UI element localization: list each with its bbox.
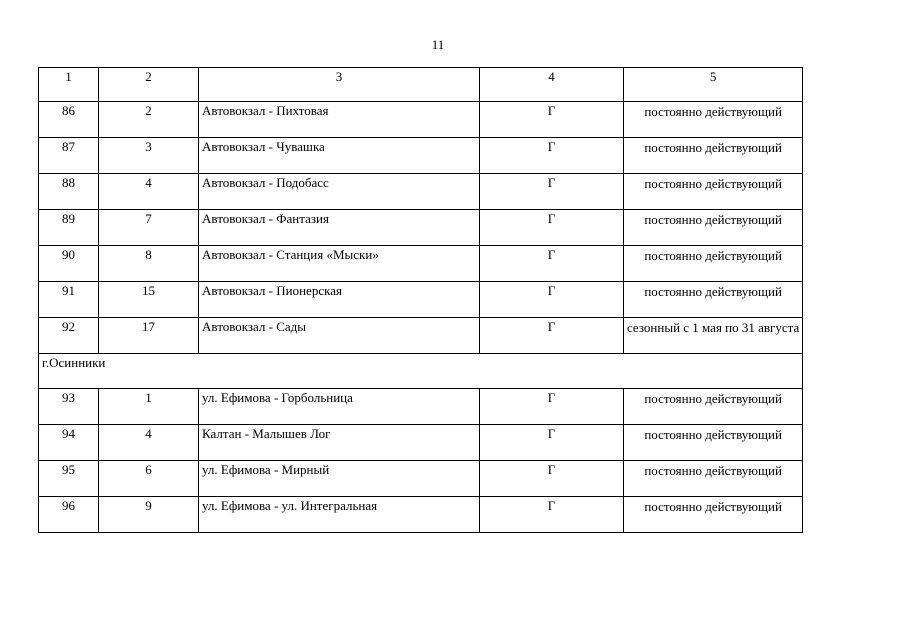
table-row [39,138,803,174]
table-row [39,461,803,497]
row-index: 88 [39,174,99,210]
column-number-cell: 1 [39,68,99,102]
route-type: Г [480,461,624,497]
route-number: 9 [99,497,199,533]
route-number: 7 [99,210,199,246]
column-number-cell: 3 [199,68,480,102]
table-row [39,318,803,354]
route-name: Автовокзал - Чувашка [199,138,480,174]
route-number: 17 [99,318,199,354]
row-index: 87 [39,138,99,174]
route-name: Автовокзал - Подобасс [199,174,480,210]
route-name: Автовокзал - Фантазия [199,210,480,246]
route-regime: постоянно действующий [624,102,803,138]
route-number: 2 [99,102,199,138]
route-name: Автовокзал - Станция «Мыски» [199,246,480,282]
column-number-row [39,68,803,102]
row-index: 92 [39,318,99,354]
column-number-cell: 5 [624,68,803,102]
route-number: 1 [99,389,199,425]
row-index: 89 [39,210,99,246]
route-type: Г [480,138,624,174]
table-row [39,282,803,318]
route-regime: постоянно действующий [624,425,803,461]
page-number: 11 [431,37,445,52]
route-number: 4 [99,425,199,461]
table-row [39,246,803,282]
route-number: 6 [99,461,199,497]
route-regime: постоянно действующий [624,210,803,246]
route-name: ул. Ефимова - Мирный [199,461,480,497]
row-index: 86 [39,102,99,138]
route-regime: постоянно действующий [624,497,803,533]
row-index: 94 [39,425,99,461]
table-row [39,210,803,246]
route-number: 3 [99,138,199,174]
section-header-row [39,354,803,389]
route-regime: постоянно действующий [624,138,803,174]
route-type: Г [480,102,624,138]
route-type: Г [480,389,624,425]
table-row [39,389,803,425]
route-regime: постоянно действующий [624,282,803,318]
route-type: Г [480,174,624,210]
table-row [39,425,803,461]
route-number: 4 [99,174,199,210]
route-regime: постоянно действующий [624,461,803,497]
route-number: 15 [99,282,199,318]
route-type: Г [480,282,624,318]
row-index: 91 [39,282,99,318]
section-title: г.Осинники [39,354,803,389]
route-name: Автовокзал - Пихтовая [199,102,480,138]
routes-table [38,67,803,533]
table-row [39,174,803,210]
row-index: 96 [39,497,99,533]
row-index: 95 [39,461,99,497]
row-index: 90 [39,246,99,282]
route-type: Г [480,425,624,461]
route-regime: сезонный с 1 мая по 31 августа [624,318,803,354]
route-type: Г [480,497,624,533]
route-type: Г [480,210,624,246]
route-type: Г [480,246,624,282]
route-name: ул. Ефимова - Горбольница [199,389,480,425]
route-name: Автовокзал - Пионерская [199,282,480,318]
column-number-cell: 2 [99,68,199,102]
route-regime: постоянно действующий [624,174,803,210]
table-row [39,102,803,138]
route-name: ул. Ефимова - ул. Интегральная [199,497,480,533]
route-regime: постоянно действующий [624,389,803,425]
column-number-cell: 4 [480,68,624,102]
route-type: Г [480,318,624,354]
route-name: Автовокзал - Сады [199,318,480,354]
row-index: 93 [39,389,99,425]
route-number: 8 [99,246,199,282]
route-regime: постоянно действующий [624,246,803,282]
table-row [39,497,803,533]
route-name: Калтан - Малышев Лог [199,425,480,461]
